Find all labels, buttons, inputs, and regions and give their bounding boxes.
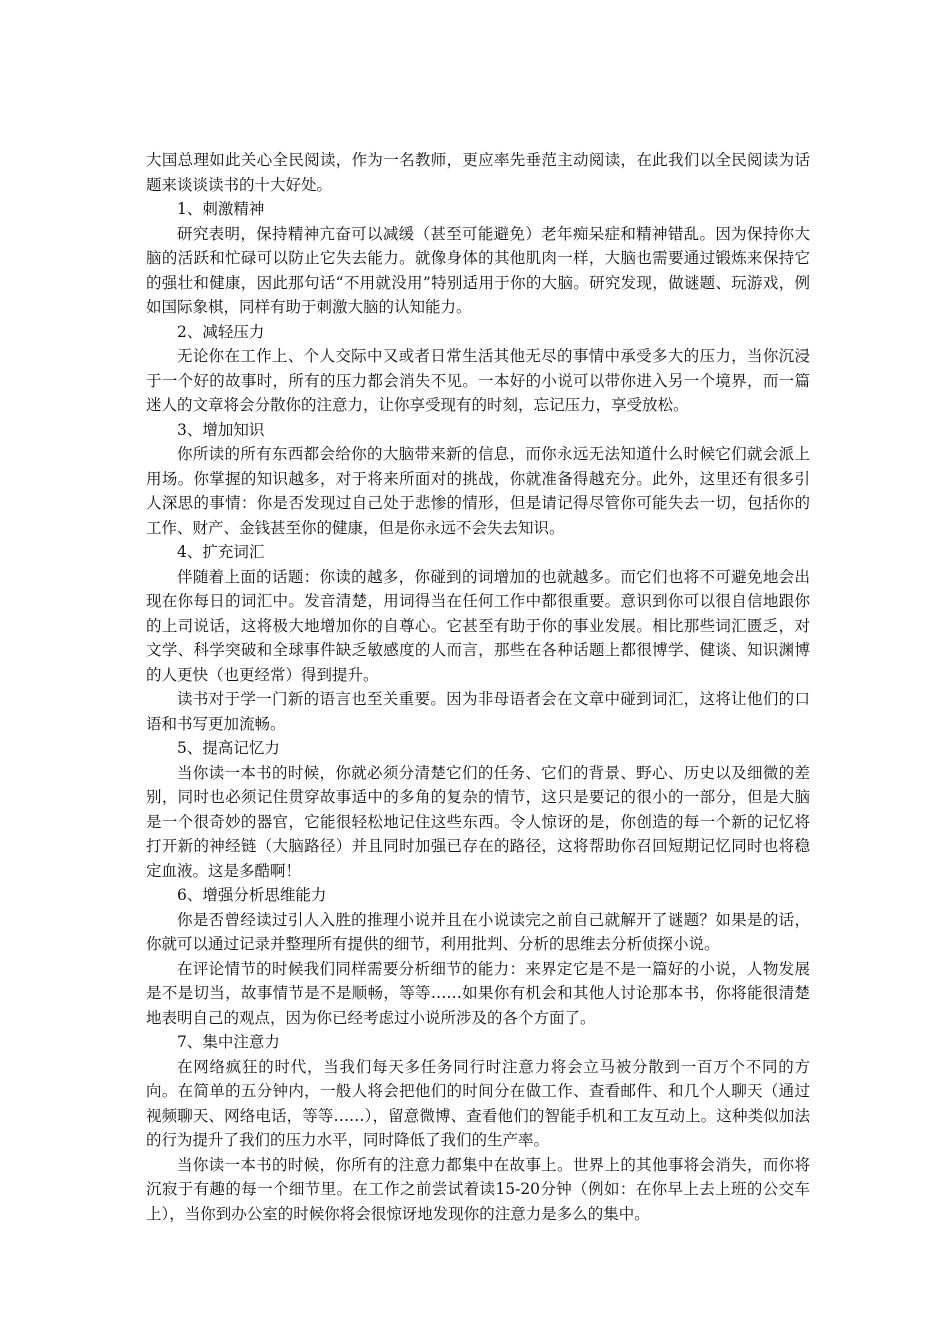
body-paragraph: 读书对于学一门新的语言也至关重要。因为非母语者会在文章中碰到词汇，这将让他们的口语和书写更加流畅。 [146, 690, 810, 733]
section-heading: 2、减轻压力 [177, 322, 265, 341]
intro-paragraph: 大国总理如此关心全民阅读，作为一名教师，更应率先垂范主动阅读，在此我们以全民阅读为话题来谈谈读书的十大好处。 [146, 151, 810, 194]
body-paragraph: 当你读一本书的时候，你就必须分清楚它们的任务、它们的背景、野心、历史以及细微的差别，同时也必须记住贯穿故事适中的多角的复杂的情节，这只是要记的很小的一部分，但是大脑是一个很奇妙的器官，它能很轻松地记住这些东西。令人惊讶的是，你创造的每一个新的记忆将打开新的神经链（大脑路径）并且同时加强已存在的路径，这将帮助你召回短期记忆同时也将稳定血液。这是多酷啊！ [146, 763, 810, 880]
section-heading: 7、集中注意力 [177, 1033, 280, 1051]
body-paragraph: 在评论情节的时候我们同样需要分析细节的能力：来界定它是不是一篇好的小说，人物发展是不是切当，故事情节是不是顺畅，等等……如果你有机会和其他人讨论那本书，你将能很清楚地表明自己的观点，因为你已经考虑过小说所涉及的各个方面了。 [146, 959, 810, 1027]
body-paragraph: 你是否曾经读过引人入胜的推理小说并且在小说读完之前自己就解开了谜题？如果是的话，你就可以通过记录并整理所有提供的细节，利用批判、分析的思维去分析侦探小说。 [146, 910, 810, 953]
section-heading: 3、增加知识 [177, 420, 265, 439]
body-paragraph: 在网络疯狂的时代，当我们每天多任务同行时注意力将会立马被分散到一百万个不同的方向。在简单的五分钟内，一般人将会把他们的时间分在做工作、查看邮件、和几个人聊天（通过视频聊天、网络电话，等等……），留意微博、查看他们的智能手机和工友互动上。这种类似加法的行为提升了我们的压力水平，同时降低了我们的生产率。 [146, 1057, 810, 1149]
document-body [146, 148, 810, 1226]
section-heading: 5、提高记忆力 [177, 739, 280, 757]
body-paragraph: 伴随着上面的话题：你读的越多，你碰到的词增加的也就越多。而它们也将不可避免地会出现在你每日的词汇中。发音清楚，用词得当在任何工作中都很重要。意识到你可以很自信地跟你的上司说话，这将极大地增加你的自尊心。它甚至有助于你的事业发展。相比那些词汇匮乏，对文学、科学突破和全球事件缺乏敏感度的人而言，那些在各种话题上都很博学、健谈、知识渊博的人更快（也更经常）得到提升。 [146, 567, 810, 684]
section-heading: 4、扩充词汇 [177, 543, 265, 561]
section-heading: 6、增强分析思维能力 [177, 886, 327, 904]
body-paragraph: 研究表明，保持精神亢奋可以减缓（甚至可能避免）老年痴呆症和精神错乱。因为保持你大脑的活跃和忙碌可以防止它失去能力。就像身体的其他肌肉一样，大脑也需要通过锻炼来保持它的强壮和健康，因此那句话“不用就没用”特别适用于你的大脑。研究发现，做谜题、玩游戏，例如国际象棋，同样有助于刺激大脑的认知能力。 [146, 224, 810, 316]
body-paragraph: 当你读一本书的时候，你所有的注意力都集中在故事上。世界上的其他事将会消失，而你将沉寂于有趣的每一个细节里。在工作之前尝试着读15-20分钟（例如：在你早上去上班的公交车上），当你到办公室的时候你将会很惊讶地发现你的注意力是多么的集中。 [146, 1155, 810, 1223]
body-paragraph: 你所读的所有东西都会给你的大脑带来新的信息，而你永远无法知道什么时候它们就会派上用场。你掌握的知识越多，对于将来所面对的挑战，你就准备得越充分。此外，这里还有很多引人深思的事情：你是否发现过自己处于悲惨的情形，但是请记得尽管你可能失去一切，包括你的工作、财产、金钱甚至你的健康，但是你永远不会失去知识。 [146, 445, 810, 537]
section-heading: 1、刺激精神 [177, 200, 265, 218]
body-paragraph: 无论你在工作上、个人交际中又或者日常生活其他无尽的事情中承受多大的压力，当你沉浸于一个好的故事时，所有的压力都会消失不见。一本好的小说可以带你进入另一个境界，而一篇迷人的文章将会分散你的注意力，让你享受现有的时刻，忘记压力，享受放松。 [146, 347, 810, 414]
